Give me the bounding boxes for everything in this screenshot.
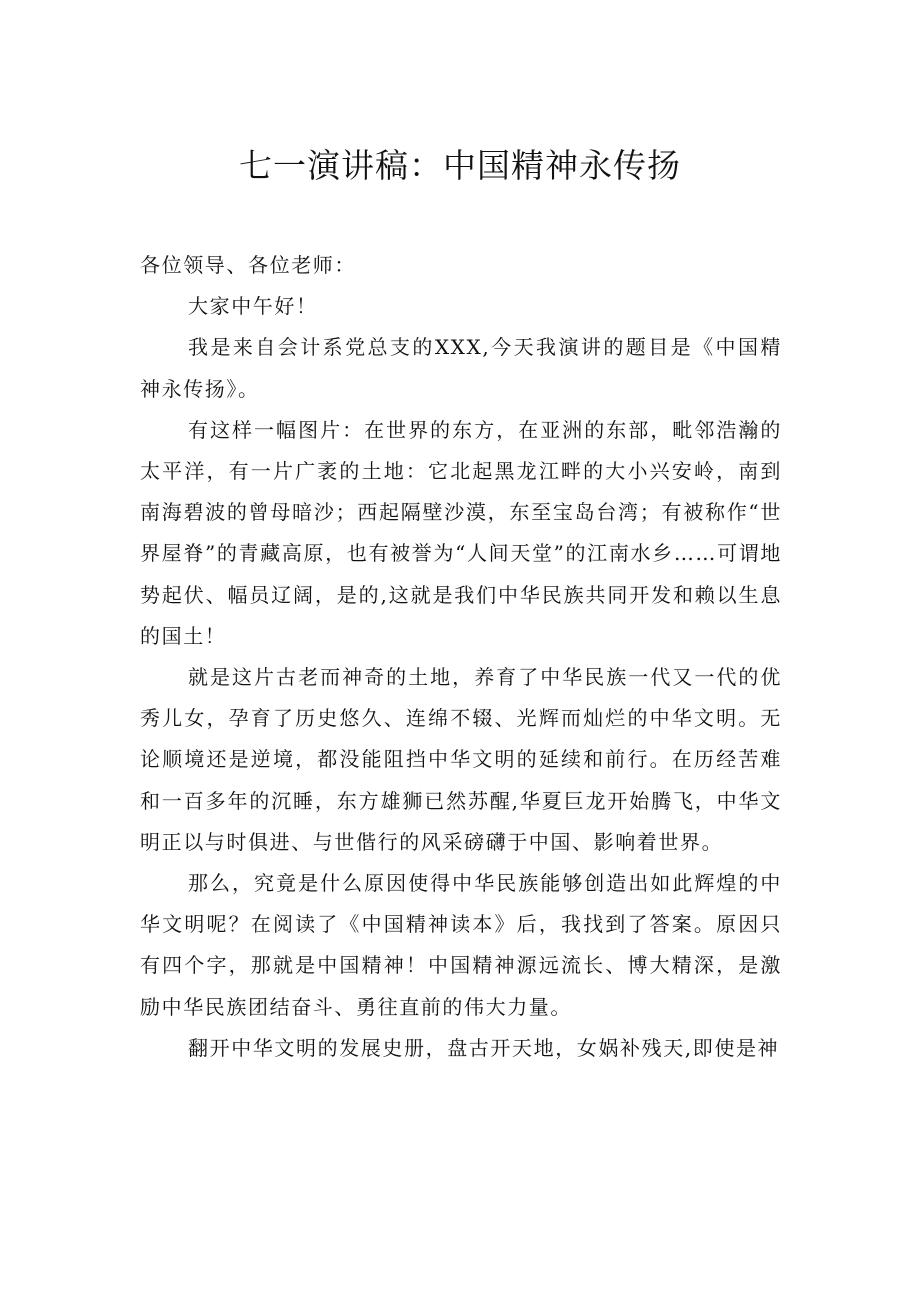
paragraph-land: 有这样一幅图片：在世界的东方，在亚洲的东部，毗邻浩瀚的太平洋，有一片广袤的土地：它北起黑龙江畔的大小兴安岭，南到南海碧波的曾母暗沙；西起隔壁沙漠，东至宝岛台湾；有被称作“世界屋脊”的青藏高原，也有被誉为“人间天堂”的江南水乡……可谓地势起伏、幅员辽阔，是的,这就是我们中华民族共同开发和赖以生息的国土！ (140, 417, 782, 648)
salutation: 各位领导、各位老师： (140, 253, 356, 277)
paragraph-history: 翻开中华文明的发展史册，盘古开天地，女娲补残天,即使是神 (188, 1035, 780, 1060)
paragraph-civilization: 就是这片古老而神奇的土地，养育了中华民族一代又一代的优秀儿女，孕育了历史悠久、连绵不辍、光辉而灿烂的中华文明。无论顺境还是逆境，都没能阻挡中华文明的延续和前行。在历经苦难和一百多年的沉睡，东方雄狮已然苏醒,华夏巨龙开始腾飞，中华文明正以与时俱进、与世偕行的风采磅礴于中国、影响着世界。 (140, 665, 782, 854)
document-body (140, 245, 782, 1069)
paragraph-intro: 我是来自会计系党总支的XXX,今天我演讲的题目是《中国精神永传扬》。 (140, 335, 782, 401)
paragraph-spirit: 那么，究竟是什么原因使得中华民族能够创造出如此辉煌的中华文明呢？在阅读了《中国精神读本》后，我找到了答案。原因只有四个字，那就是中国精神！中国精神源远流长、博大精深，是激励中华民族团结奋斗、勇往直前的伟大力量。 (140, 871, 782, 1019)
document-title: 七一演讲稿：中国精神永传扬 (239, 146, 681, 185)
greeting: 大家中午好！ (188, 294, 318, 319)
